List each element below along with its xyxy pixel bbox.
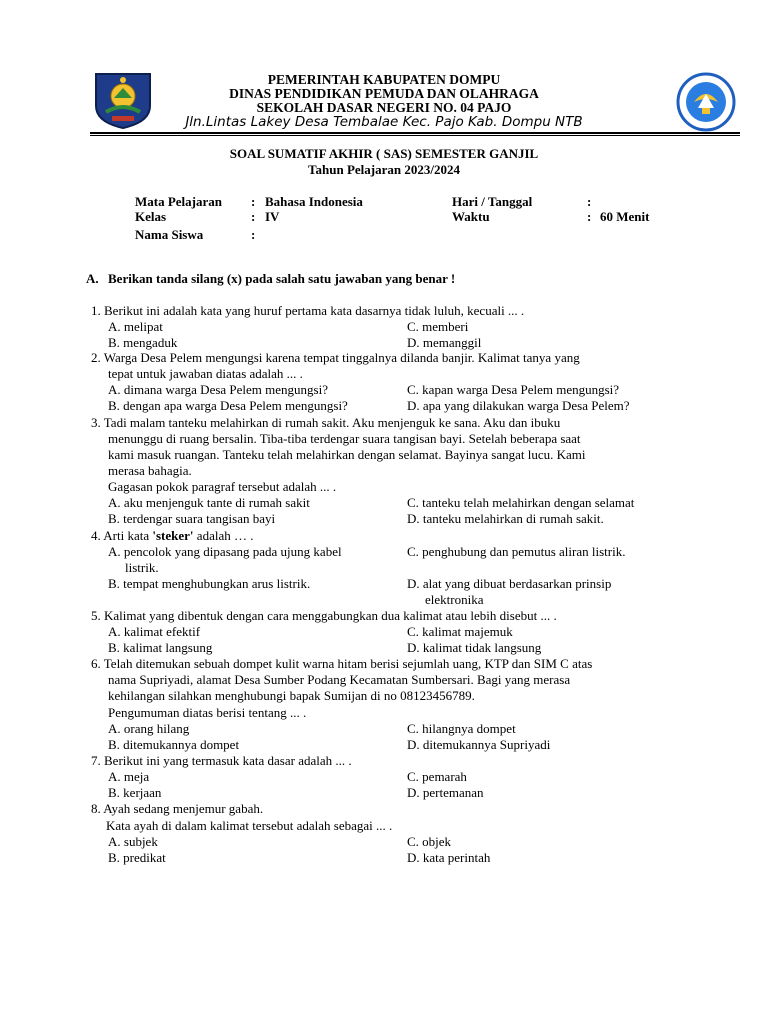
question-5-option-b: B. kalimat langsung	[108, 640, 213, 655]
header-line-3: SEKOLAH DASAR NEGERI NO. 04 PAJO	[256, 100, 512, 115]
question-6-text-line1: 6. Telah ditemukan sebuah dompet kulit warna hitam berisi sejumlah uang, KTP dan SIM C atas	[91, 656, 593, 671]
question-1-option-d: D. memanggil	[407, 335, 482, 350]
header-divider	[90, 132, 740, 134]
question-7-text: 7. Berikut ini yang termasuk kata dasar adalah ... .	[91, 753, 352, 768]
question-1-option-c: C. memberi	[407, 319, 469, 334]
question-7-option-b: B. kerjaan	[108, 785, 162, 800]
question-6-option-a: A. orang hilang	[108, 721, 190, 736]
question-8-option-a: A. subjek	[108, 834, 158, 849]
question-3-option-b: B. terdengar suara tangisan bayi	[108, 511, 276, 526]
time-label: Waktu	[452, 209, 490, 224]
question-6-text-line3: kehilangan silahkan menghubungi bapak Sumijan di no 08123456789.	[108, 688, 475, 703]
question-7-option-d: D. pertemanan	[407, 785, 484, 800]
time-colon: :	[587, 209, 592, 224]
question-1-option-b: B. mengaduk	[108, 335, 178, 350]
question-4-option-c: C. penghubung dan pemutus aliran listrik.	[407, 544, 626, 559]
day-colon: :	[587, 194, 592, 209]
header-line-2: DINAS PENDIDIKAN PEMUDA DAN OLAHRAGA	[229, 86, 539, 101]
exam-year: Tahun Pelajaran 2023/2024	[308, 162, 460, 177]
header-address: Jln.Lintas Lakey Desa Tembalae Kec. Pajo Kab. Dompu NTB	[185, 114, 583, 130]
question-6-option-b: B. ditemukannya dompet	[108, 737, 240, 752]
question-8-text-line1: 8. Ayah sedang menjemur gabah.	[91, 801, 264, 816]
subject-colon: :	[251, 194, 256, 209]
question-5-option-c: C. kalimat majemuk	[407, 624, 513, 639]
class-colon: :	[251, 209, 256, 224]
question-1-text: 1. Berikut ini adalah kata yang huruf pertama kata dasarnya tidak luluh, kecuali ... .	[91, 303, 525, 318]
question-6-text-line4: Pengumuman diatas berisi tentang ... .	[108, 705, 307, 720]
question-8-text-line2: Kata ayah di dalam kalimat tersebut adalah sebagai ... .	[106, 818, 393, 833]
name-label: Nama Siswa	[135, 227, 204, 242]
question-3-text-line2: menunggu di ruang bersalin. Tiba-tiba terdengar suara tangisan bayi. Setelah beberapa saat	[108, 431, 581, 446]
question-2-option-c: C. kapan warga Desa Pelem mengungsi?	[407, 382, 620, 397]
question-2-text-line2: tepat untuk jawaban diatas adalah ... .	[108, 366, 303, 381]
exam-title: SOAL SUMATIF AKHIR ( SAS) SEMESTER GANJIL	[229, 146, 539, 161]
question-6-option-d: D. ditemukannya Supriyadi	[407, 737, 551, 752]
question-3-text-line1: 3. Tadi malam tanteku melahirkan di rumah sakit. Aku menjenguk ke sana. Aku dan ibuku	[91, 415, 561, 430]
question-1-option-a: A. melipat	[108, 319, 163, 334]
question-3-text-line3: kami masuk ruangan. Tanteku telah melahirkan dengan selamat. Bayinya sangat lucu. Kami	[108, 447, 586, 462]
question-5-option-a: A. kalimat efektif	[108, 624, 201, 639]
question-7-option-a: A. meja	[108, 769, 150, 784]
subject-label: Mata Pelajaran	[135, 194, 223, 209]
question-4-option-a-line2: listrik.	[125, 560, 159, 575]
question-5-text: 5. Kalimat yang dibentuk dengan cara menggabungkan dua kalimat atau lebih disebut ... .	[91, 608, 557, 623]
name-colon: :	[251, 227, 256, 242]
question-6-text-line2: nama Supriyadi, alamat Desa Sumber Podang Kecamatan Sumbersari. Bagi yang merasa	[108, 672, 571, 687]
class-label: Kelas	[135, 209, 167, 224]
question-4-text	[91, 528, 253, 544]
question-3-text-line4: merasa bahagia.	[108, 463, 192, 478]
question-4-prefix: 4. Arti kata	[91, 528, 153, 543]
question-2-option-d: D. apa yang dilakukan warga Desa Pelem?	[407, 398, 630, 413]
section-label: A.	[86, 271, 99, 286]
question-4-suffix: adalah … .	[193, 528, 254, 543]
question-8-option-c: C. objek	[407, 834, 452, 849]
question-4-option-d-line1: D. alat yang dibuat berdasarkan prinsip	[407, 576, 612, 591]
question-4-option-b: B. tempat menghubungkan arus listrik.	[108, 576, 311, 591]
question-6-option-c: C. hilangnya dompet	[407, 721, 516, 736]
question-4-option-a-line1: A. pencolok yang dipasang pada ujung kabel	[108, 544, 342, 559]
question-5-option-d: D. kalimat tidak langsung	[407, 640, 542, 655]
section-instruction: Berikan tanda silang (x) pada salah satu jawaban yang benar !	[108, 271, 456, 286]
day-label: Hari / Tanggal	[452, 194, 533, 209]
question-4-keyword: 'steker'	[152, 528, 194, 543]
subject-value: Bahasa Indonesia	[265, 194, 363, 209]
question-7-option-c: C. pemarah	[407, 769, 467, 784]
question-8-option-b: B. predikat	[108, 850, 166, 865]
question-4-option-d-line2: elektronika	[425, 592, 484, 607]
question-2-option-b: B. dengan apa warga Desa Pelem mengungsi?	[108, 398, 348, 413]
time-value: 60 Menit	[600, 209, 650, 224]
question-3-option-a: A. aku menjenguk tante di rumah sakit	[108, 495, 310, 510]
header-divider-thin	[90, 135, 740, 136]
question-3-option-c: C. tanteku telah melahirkan dengan selamat	[407, 495, 635, 510]
question-2-option-a: A. dimana warga Desa Pelem mengungsi?	[108, 382, 328, 397]
question-3-text-line5: Gagasan pokok paragraf tersebut adalah ... .	[108, 479, 337, 494]
question-3-option-d: D. tanteku melahirkan di rumah sakit.	[407, 511, 604, 526]
question-2-text-line1: 2. Warga Desa Pelem mengungsi karena tempat tinggalnya dilanda banjir. Kalimat tanya yang	[91, 350, 580, 365]
header-line-1: PEMERINTAH KABUPATEN DOMPU	[267, 72, 501, 87]
question-8-option-d: D. kata perintah	[407, 850, 491, 865]
class-value: IV	[265, 209, 280, 224]
